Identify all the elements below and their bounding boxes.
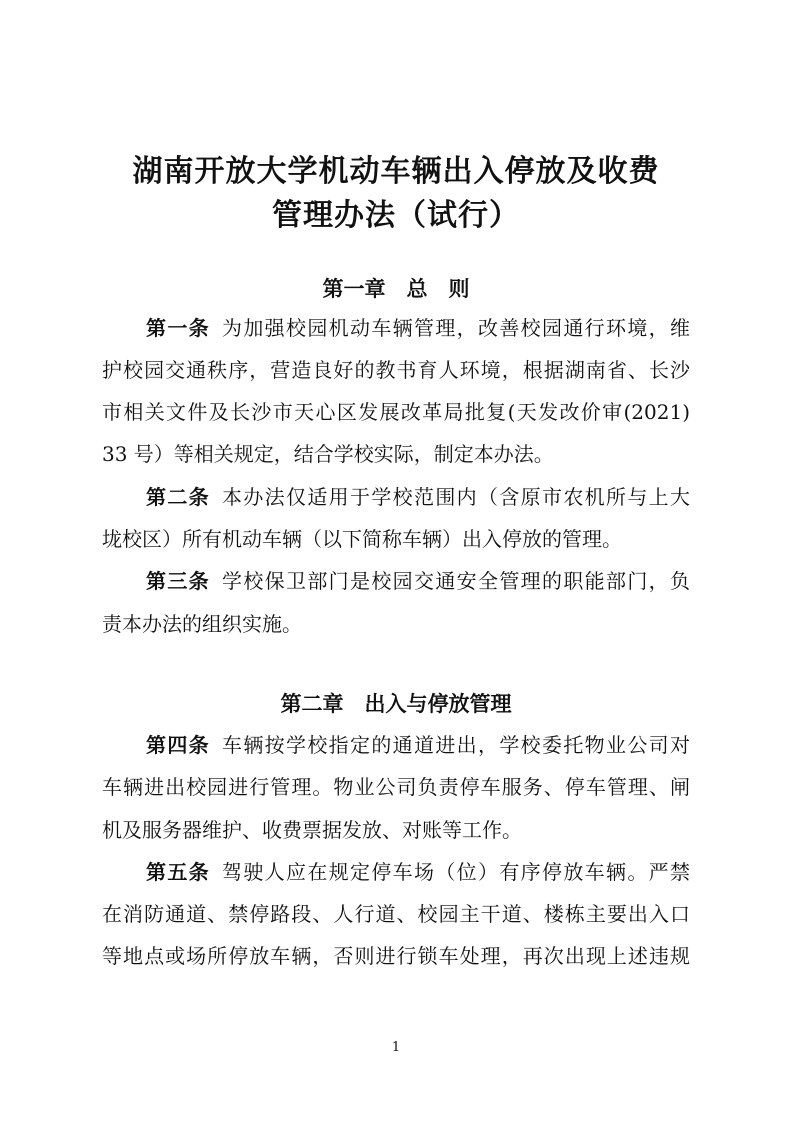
article-1-line-3: 市相关文件及长沙市天心区发展改革局批复(天发改价审(2021) xyxy=(102,400,690,424)
article-2-line-2: 垅校区）所有机动车辆（以下简称车辆）出入停放的管理。 xyxy=(102,527,622,551)
article-text: 驾驶人应在规定停车场（位）有序停放车辆。严禁 xyxy=(222,860,690,884)
chapter-heading-1: 第一章 总 则 xyxy=(322,277,470,301)
article-1-line-2: 护校园交通秩序，营造良好的教书育人环境，根据湖南省、长沙 xyxy=(102,358,690,382)
article-text: 车辆按学校指定的通道进出，学校委托物业公司对 xyxy=(222,733,690,757)
document-title-line-2: 管理办法（试行） xyxy=(272,198,520,233)
article-2-line-1 xyxy=(146,482,690,512)
article-5-line-1 xyxy=(146,857,690,887)
article-4-line-3: 机及服务器维护、收费票据发放、对账等工作。 xyxy=(102,818,522,842)
article-4-line-1 xyxy=(146,730,690,760)
chapter-heading-2: 第二章 出入与停放管理 xyxy=(280,692,512,716)
article-text: 学校保卫部门是校园交通安全管理的职能部门，负 xyxy=(222,569,690,593)
article-1-line-1 xyxy=(146,313,690,343)
article-label: 第三条 xyxy=(146,569,210,593)
article-5-line-3: 等地点或场所停放车辆，否则进行锁车处理，再次出现上述违规 xyxy=(102,944,690,968)
article-label: 第四条 xyxy=(146,733,210,757)
article-3-line-2: 责本办法的组织实施。 xyxy=(102,612,302,636)
article-3-line-1 xyxy=(146,566,690,596)
document-title-line-1: 湖南开放大学机动车辆出入停放及收费 xyxy=(132,154,660,189)
article-text: 为加强校园机动车辆管理，改善校园通行环境，维 xyxy=(222,316,690,340)
article-label: 第二条 xyxy=(146,485,210,509)
article-4-line-2: 车辆进出校园进行管理。物业公司负责停车服务、停车管理、闸 xyxy=(102,775,690,799)
page-number: 1 xyxy=(391,1040,401,1055)
article-5-line-2: 在消防通道、禁停路段、人行道、校园主干道、楼栋主要出入口 xyxy=(102,902,690,926)
article-1-line-4: 33 号）等相关规定，结合学校实际，制定本办法。 xyxy=(102,442,554,466)
article-text: 本办法仅适用于学校范围内（含原市农机所与上大 xyxy=(222,485,690,509)
article-label: 第五条 xyxy=(146,860,210,884)
article-label: 第一条 xyxy=(146,316,210,340)
